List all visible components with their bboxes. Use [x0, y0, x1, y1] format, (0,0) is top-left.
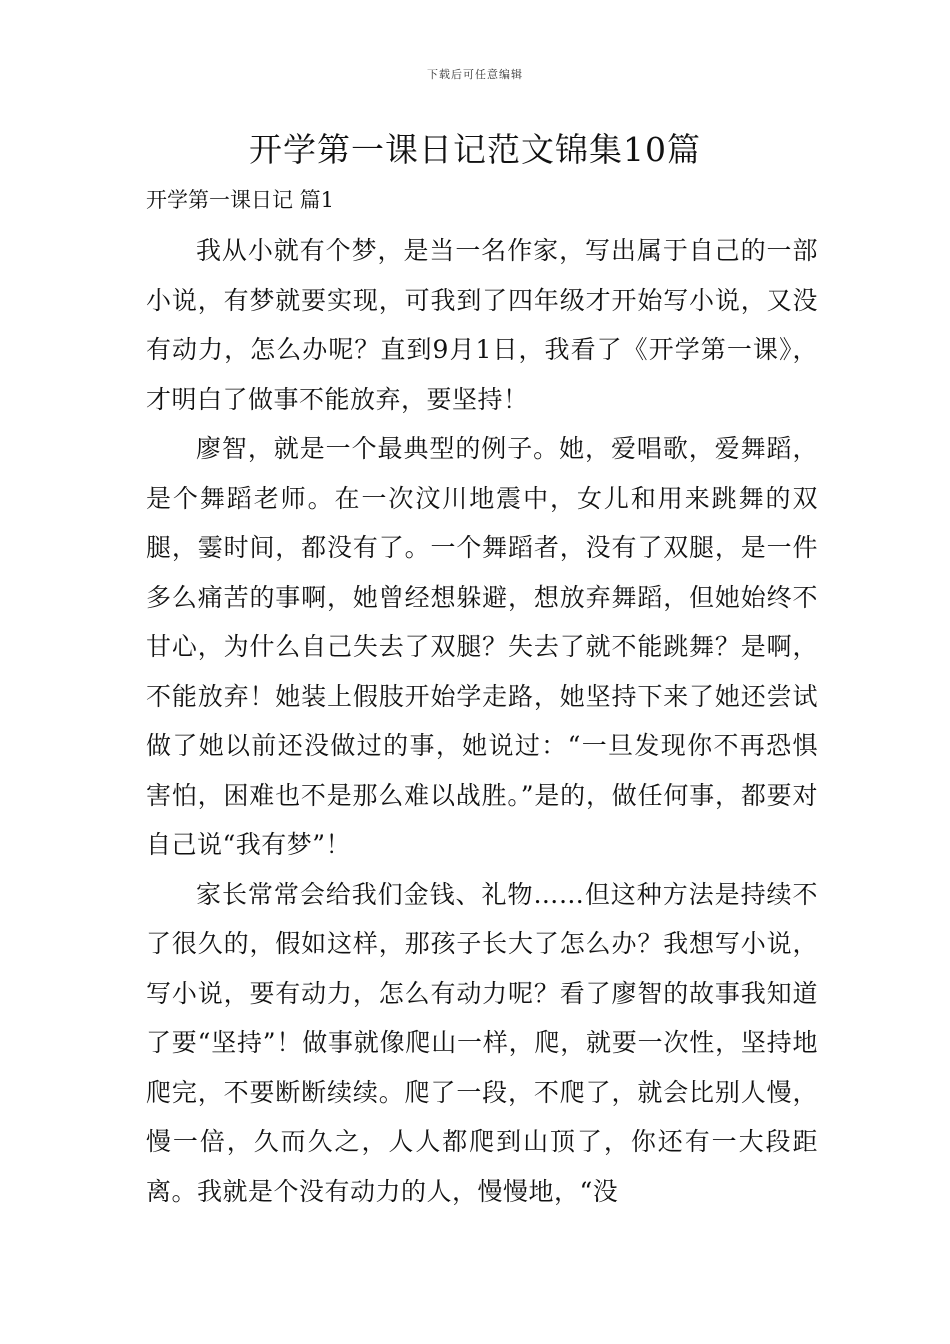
section-heading: 开学第一课日记 篇1 [146, 188, 335, 212]
paragraph-2: 廖智，就是一个最典型的例子。她，爱唱歌，爱舞蹈，是个舞蹈老师。在一次汶川地震中，女儿和用来跳舞的双腿，霎时间，都没有了。一个舞蹈者，没有了双腿，是一件多么痛苦的事啊，她曾经想躲避，想放弃舞蹈，但她始终不甘心，为什么自己失去了双腿？失去了就不能跳舞？是啊，不能放弃！她装上假肢开始学走路，她坚持下来了她还尝试做了她以前还没做过的事，她说过：“一旦发现你不再恐惧害怕，困难也不是那么难以战胜。”是的，做任何事，都要对自己说“我有梦”！ [146, 434, 818, 859]
paragraph-3: 家长常常会给我们金钱、礼物……但这种方法是持续不了很久的，假如这样，那孩子长大了怎么办？我想写小说，写小说，要有动力，怎么有动力呢？看了廖智的故事我知道了要“坚持”！做事就像爬山一样，爬，就要一次性，坚持地爬完，不要断断续续。爬了一段，不爬了，就会比别人慢，慢一倍，久而久之，人人都爬到山顶了，你还有一大段距离。我就是个没有动力的人，慢慢地，“没 [146, 879, 818, 1206]
paragraph-1: 我从小就有个梦，是当一名作家，写出属于自己的一部小说，有梦就要实现，可我到了四年级才开始写小说，又没有动力，怎么办呢？直到9月1日，我看了《开学第一课》，才明白了做事不能放弃，要坚持！ [146, 236, 818, 414]
document-body [146, 226, 818, 1216]
document-title: 开学第一课日记范文锦集10篇 [249, 130, 701, 169]
header-note: 下载后可任意编辑 [427, 68, 523, 81]
